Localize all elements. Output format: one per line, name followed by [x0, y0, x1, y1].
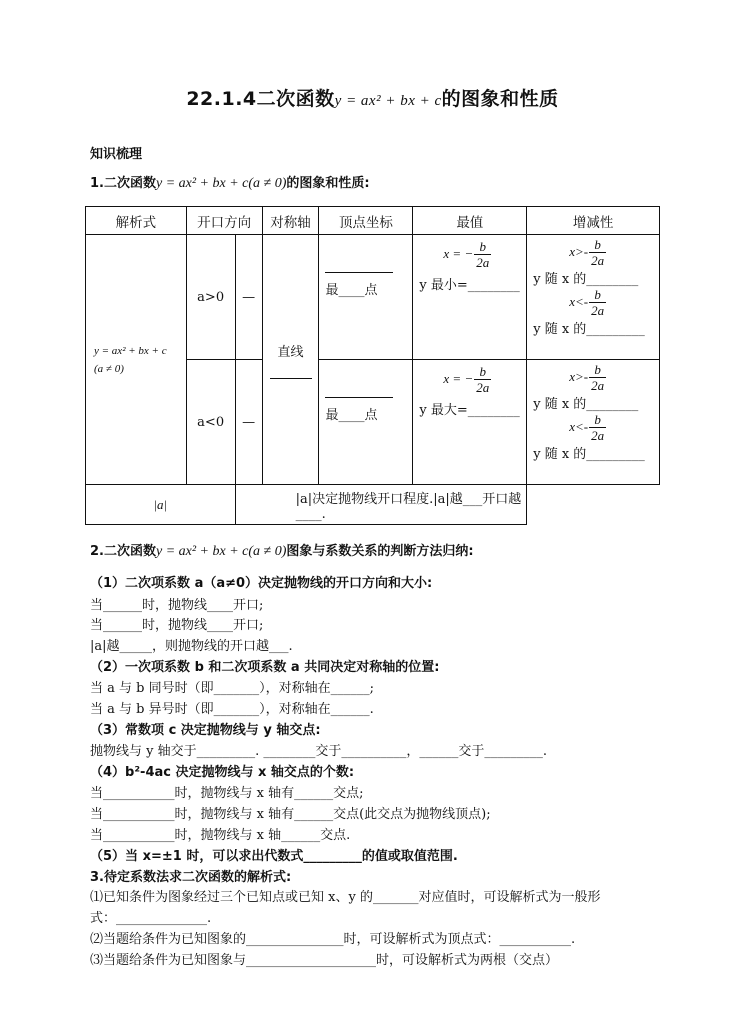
vertex-cell: [319, 360, 413, 485]
properties-table: [85, 206, 660, 525]
extreme-min: y 最小=________: [419, 278, 520, 293]
inc-text-2: y 随 x 的_________: [533, 322, 645, 337]
inc-cond-1: x>-: [569, 244, 589, 259]
header-monotonic: 增减性: [527, 207, 660, 235]
sub-5-heading: （5）当 x=±1 时，可以求出代数式_________的值或取值范围.: [90, 849, 458, 864]
fraction: [589, 287, 606, 318]
inc-text-2: y 随 x 的_________: [533, 447, 645, 462]
formula-cell: [86, 235, 187, 485]
opening-blank: —: [235, 360, 262, 485]
extreme-cell: [413, 235, 527, 360]
inc-cond-2: x<-: [569, 419, 589, 434]
extreme-max: y 最大=________: [419, 403, 520, 418]
title-suffix: 的图象和性质: [441, 88, 559, 110]
frac-num: b: [589, 237, 606, 253]
header-formula: 解析式: [86, 207, 187, 235]
frac-num: b: [474, 364, 491, 380]
sub-3-line: 抛物线与 y 轴交于_________. ________交于__________，______交于_________.: [90, 744, 548, 759]
monotonic-cell: [527, 235, 660, 360]
section-1-formula: y = ax² + bx + c(a ≠ 0): [155, 176, 287, 191]
fraction: [589, 237, 606, 268]
section-1-suffix: 的图象和性质:: [286, 176, 370, 191]
fraction: [589, 362, 606, 393]
frac-num: b: [589, 287, 606, 303]
sec-3-line: 式：______________.: [90, 911, 212, 926]
inc-cond-2: x<-: [569, 294, 589, 309]
sub-1-line: |a|越_____，则抛物线的开口越___.: [90, 639, 293, 654]
sub-4-line: 当___________时，抛物线与 x 轴______交点.: [90, 828, 351, 843]
sub-2-line: 当 a 与 b 异号时（即_______），对称轴在______.: [90, 702, 374, 717]
opening-cond: a<0: [186, 360, 235, 485]
sub-1-heading: （1）二次项系数 a（a≠0）决定抛物线的开口方向和大小:: [90, 576, 433, 591]
vertex-label: 最____点: [325, 283, 378, 298]
title-prefix: 22.1.4二次函数: [186, 88, 335, 110]
sub-2-heading: （2）一次项系数 b 和二次项系数 a 共同决定对称轴的位置:: [90, 660, 440, 675]
frac-den: 2a: [476, 255, 490, 270]
x-eq: x = −: [443, 246, 474, 261]
table-row-abs-a: [86, 485, 660, 525]
vertex-blank: [325, 396, 393, 398]
sub-3-heading: （3）常数项 c 决定抛物线与 y 轴交点:: [90, 723, 321, 738]
sec-3-line: ⑵当题给条件为已知图象的_______________时，可设解析式为顶点式：___________.: [90, 932, 576, 947]
title-formula: y = ax² + bx + c: [334, 93, 442, 109]
axis-blank: [270, 370, 312, 379]
sub-4-heading: （4）b²-4ac 决定抛物线与 x 轴交点的个数:: [90, 765, 355, 780]
axis-cell: [262, 235, 319, 485]
frac-num: b: [474, 239, 491, 255]
fraction: [474, 364, 491, 395]
sub-2-line: 当 a 与 b 同号时（即_______），对称轴在______;: [90, 681, 374, 696]
inc-cond-1: x>-: [569, 369, 589, 384]
table-row: [86, 235, 660, 360]
sub-1-line: 当______时，抛物线____开口;: [90, 598, 264, 613]
frac-den: 2a: [591, 428, 605, 443]
fraction: [589, 412, 606, 443]
page-title: [0, 84, 745, 111]
inc-text-1: y 随 x 的________: [533, 272, 639, 287]
header-opening: 开口方向: [186, 207, 262, 235]
sub-4-line: 当___________时，抛物线与 x 轴有______交点;: [90, 786, 364, 801]
header-axis: 对称轴: [262, 207, 319, 235]
formula-line-1: y = ax² + bx + c: [94, 344, 167, 357]
abs-a-desc: [235, 485, 527, 525]
frac-num: b: [589, 412, 606, 428]
header-extreme: 最值: [413, 207, 527, 235]
inc-text-1: y 随 x 的________: [533, 397, 639, 412]
axis-text: 直线: [277, 344, 304, 360]
header-vertex: 顶点坐标: [319, 207, 413, 235]
sub-1-line: 当______时，抛物线____开口;: [90, 618, 264, 633]
frac-num: b: [589, 362, 606, 378]
section-2-label: 2.二次函数: [90, 544, 156, 559]
frac-den: 2a: [476, 380, 490, 395]
x-eq: x = −: [443, 371, 474, 386]
sec-3-line: ⑶当题给条件为已知图象与____________________时，可设解析式为两根（交点）: [90, 953, 559, 968]
vertex-label: 最____点: [325, 408, 378, 423]
sub-4-line: 当___________时，抛物线与 x 轴有______交点(此交点为抛物线顶点);: [90, 807, 491, 822]
monotonic-cell: [527, 360, 660, 485]
opening-blank: —: [235, 235, 262, 360]
table-header-row: [86, 207, 660, 235]
abs-a-text-mid: |a|越___开口越____.: [295, 491, 522, 522]
abs-a-cell: |a|: [86, 485, 236, 525]
section-3-heading: 3.待定系数法求二次函数的解析式:: [90, 870, 292, 885]
frac-den: 2a: [591, 253, 605, 268]
formula-line-2: (a ≠ 0): [94, 362, 124, 375]
fraction: [474, 239, 491, 270]
section-knowledge: 知识梳理: [90, 147, 143, 162]
vertex-blank: [325, 271, 393, 273]
frac-den: 2a: [591, 378, 605, 393]
section-2-suffix: 图象与系数关系的判断方法归纳:: [286, 544, 474, 559]
section-1-label: 1.二次函数: [90, 176, 156, 191]
vertex-cell: [319, 235, 413, 360]
sec-3-line: ⑴已知条件为图象经过三个已知点或已知 x、y 的_______对应值时，可设解析式为一般形: [90, 890, 601, 905]
opening-cond: a>0: [186, 235, 235, 360]
section-1-heading: [90, 172, 370, 192]
extreme-cell: [413, 360, 527, 485]
abs-a-text-pre: |a|决定抛物线开口程度.: [295, 491, 434, 507]
section-2-formula: y = ax² + bx + c(a ≠ 0): [155, 544, 287, 559]
section-2-heading: [90, 540, 474, 560]
frac-den: 2a: [591, 303, 605, 318]
